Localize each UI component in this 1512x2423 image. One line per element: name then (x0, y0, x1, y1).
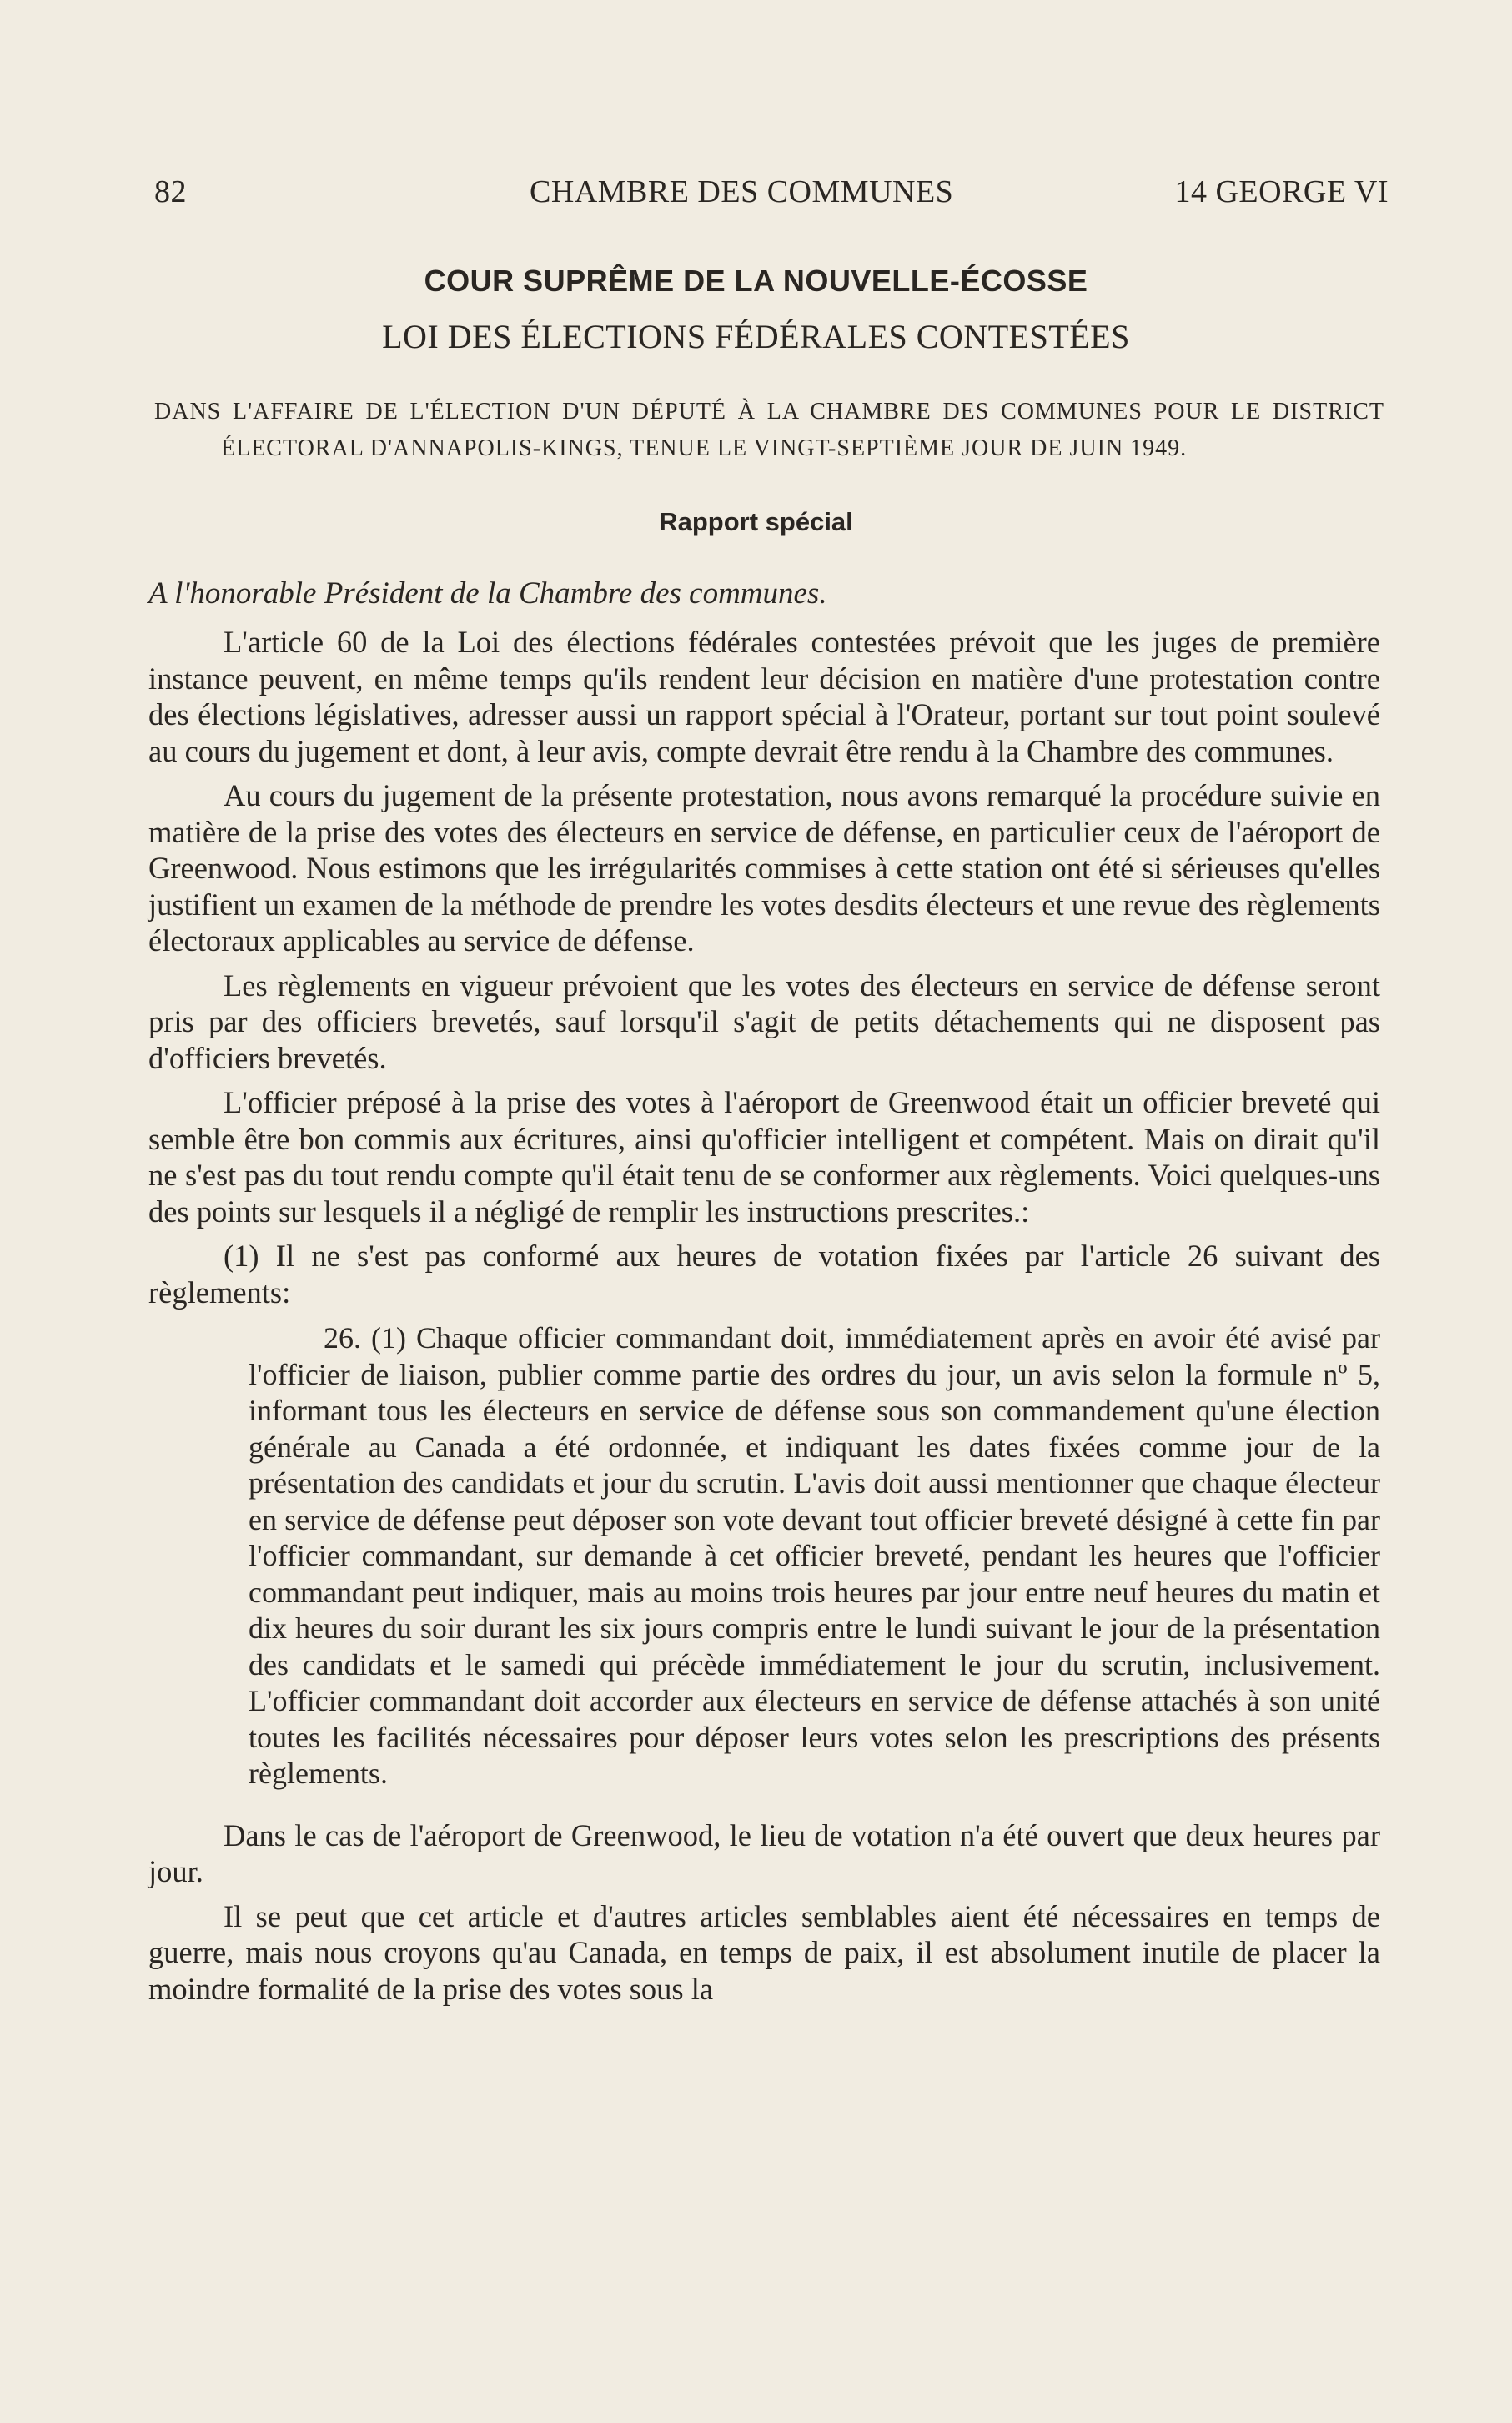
body-text (148, 624, 1380, 2015)
paragraph: L'officier préposé à la prise des votes à l'aéroport de Greenwood était un officier breveté qui semble être bon commis aux écritures, ainsi qu'officier intelligent et compétent. Mais on dirait qu'il ne s'est pas du tout rendu compte qu'il était tenu de se conformer aux règlements. Voici quelques-uns des points sur lesquels il a négligé de remplir les instructions prescrites.: (148, 1085, 1380, 1229)
paragraph: L'article 60 de la Loi des élections fédérales contestées prévoit que les juges de première instance peuvent, en même temps qu'ils rendent leur décision en matière d'une protestation contre des élections législatives, adresser aussi un rapport spécial à l'Orateur, portant sur tout point soulevé au cours du jugement et dont, à leur avis, compte devrait être rendu à la Chambre des communes. (148, 625, 1380, 768)
page-number: 82 (154, 174, 187, 209)
matter-text: DANS L'AFFAIRE DE L'ÉLECTION D'UN DÉPUTÉ À LA CHAMBRE DES COMMUNES POUR LE DISTRICT ÉLECTORAL D'ANNAPOLIS-KINGS, TENUE LE VINGT-SEPTIÈME JOUR DE JUIN 1949. (154, 399, 1384, 461)
court-heading: COUR SUPRÊME DE LA NOUVELLE-ÉCOSSE (424, 264, 1088, 298)
paragraph: Il se peut que cet article et d'autres articles semblables aient été nécessaires en temps de guerre, mais nous croyons qu'au Canada, en temps de paix, il est absolument inutile de placer la moindre formalité de la prise des votes sous la (148, 1898, 1380, 2006)
paragraph: Dans le cas de l'aéroport de Greenwood, le lieu de votation n'a été ouvert que deux heures par jour. (148, 1817, 1380, 1888)
regnal-year: 14 GEORGE VI (1174, 174, 1389, 209)
paragraph: Au cours du jugement de la présente protestation, nous avons remarqué la procédure suivie en matière de la prise des votes des électeurs en service de défense, en particulier ceux de l'aéroport de Greenwood. Nous estimons que les irrégularités commises à cette station ont été si sérieuses qu'elles justifient un examen de la méthode de prendre les votes desdits électeurs et une revue des règlements électoraux applicables au service de défense. (148, 778, 1380, 958)
paragraph: Les règlements en vigueur prévoient que les votes des électeurs en service de défense seront pris par des officiers brevetés, sauf lorsqu'il s'agit de petits détachements qui ne disposent pas d'officiers brevetés. (148, 968, 1380, 1075)
quoted-regulation: 26. (1) Chaque officier commandant doit, immédiatement après en avoir été avisé par l'officier de liaison, publier comme partie des ordres du jour, un avis selon la formule nº 5, informant tous les électeurs en service de défense sous son commandement qu'une élection générale au Canada a été ordonnée, et indiquant les dates fixées comme jour de la présentation des candidats et jour du scrutin. L'avis doit aussi mentionner que chaque électeur en service de défense peut déposer son vote devant tout officier breveté désigné à cette fin par l'officier commandant, sur demande à cet officier breveté, pendant les heures que l'officier commandant peut indiquer, mais au moins trois heures par jour entre neuf heures du matin et dix heures du soir durant les six jours compris entre le lundi suivant le jour de la présentation des candidats et le samedi qui précède immédiatement le jour du scrutin, inclusivement. L'officier commandant doit accorder aux électeurs en service de défense attachés à son unité toutes les facilités nécessaires pour déposer leurs votes selon les prescriptions des présents règlements. (249, 1321, 1380, 1790)
report-title: Rapport spécial (659, 507, 853, 536)
act-heading: LOI DES ÉLECTIONS FÉDÉRALES CONTESTÉES (382, 318, 1130, 355)
matter-heading (154, 394, 1384, 467)
running-title: CHAMBRE DES COMMUNES (530, 174, 954, 209)
paragraph: (1) Il ne s'est pas conformé aux heures de votation fixées par l'article 26 suivant des règlements: (148, 1239, 1380, 1310)
salutation: A l'honorable Président de la Chambre des communes. (148, 576, 827, 611)
